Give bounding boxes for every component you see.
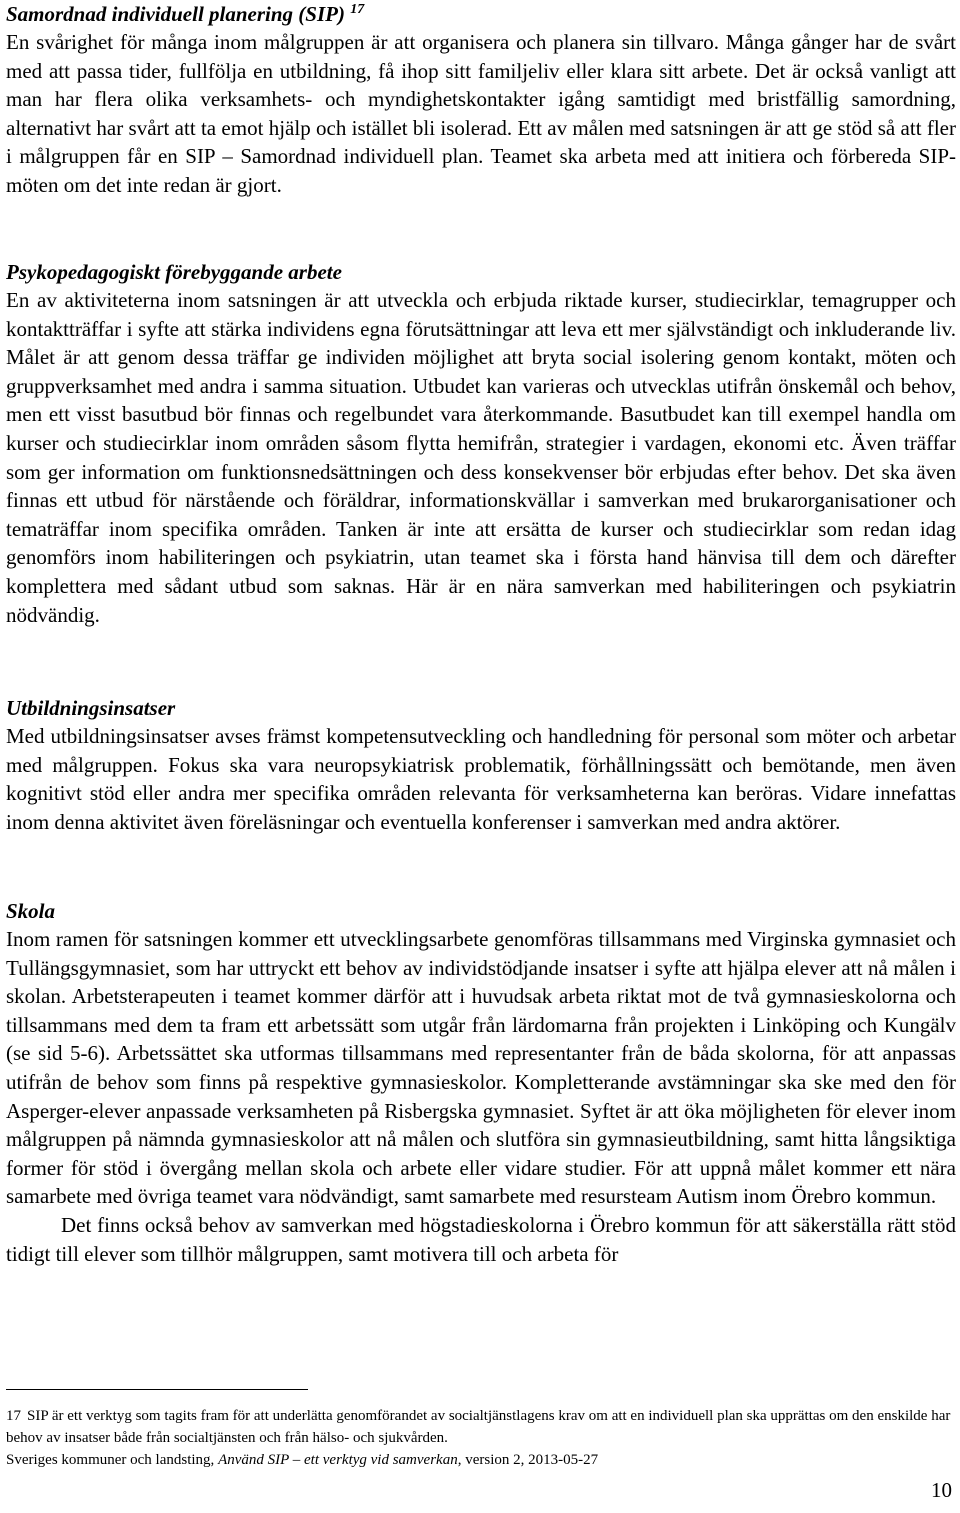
footnote-source: Sveriges kommuner och landsting, Använd SIP – ett verktyg vid samverkan, version 2, 2013-05-27 — [6, 1452, 599, 1468]
footnote-reference[interactable]: 17 — [350, 2, 365, 17]
paragraph: Med utbildningsinsatser avses främst kompetensutveckling och handledning för personal som möter och arbetar med målgruppen. Fokus ska vara neuropsykiatrisk problematik, förhållningssätt och bemötande, men även kognitivt stöd eller andra mer specifika områden relevanta för verksamheterna kan beröras. Vidare innefattas inom denna aktivitet även föreläsningar och eventuella konferenser i samverkan med andra aktörer. — [6, 724, 956, 834]
section-psykopedagogiskt — [6, 258, 956, 629]
section-heading: Utbildningsinsatser — [6, 696, 176, 720]
footnote-number: 17 — [6, 1408, 21, 1424]
page-number: 10 — [931, 1478, 952, 1502]
section-sip — [6, 0, 956, 200]
footnote-source-title: Använd SIP – ett verktyg vid samverkan — [218, 1452, 458, 1468]
footnote-text: SIP är ett verktyg som tagits fram för att underlätta genomförandet av socialtjänstlagens krav om att en individuell plan ska upprättas om den enskilde har behov av insatser både från socialtjänsten och från hälso- och sjukvården. — [6, 1408, 951, 1446]
section-heading: Psykopedagogiskt förebyggande arbete — [6, 260, 342, 284]
paragraph: Inom ramen för satsningen kommer ett utvecklingsarbete genomföras tillsammans med Virginska gymnasiet och Tullängsgymnasiet, som har uttryckt ett behov av individstödjande insatser i syfte att hjälpa elever att nå målen i skolan. Arbetsterapeuten i teamet kommer därför att i huvudsak arbeta riktat mot de två gymnasieskolorna och tillsammans med dem ta fram ett arbetssätt som utgår från lärdomarna från projekten i Linköping och Kungälv (se sid 5-6). Arbetssättet ska utformas tillsammans med representanter från de båda skolorna, för att anpassas utifrån de behov som finns på respektive gymnasieskolor. Kompletterande avstämningar ska ske med den för Asperger-elever anpassade verksamheten på Risbergska gymnasiet. Syftet är att öka möjligheten för elever inom målgruppen på nämnda gymnasieskolor att nå målen och slutföra sin gymnasieutbildning, samt hitta långsiktiga former för stöd i övergång mellan skola och arbete eller vidare studier. För att uppnå målet kommer ett nära samarbete med övriga teamet vara nödvändigt, samt samarbete med resursteam Autism inom Örebro kommun. — [6, 927, 956, 1209]
paragraph: Det finns också behov av samverkan med högstadieskolorna i Örebro kommun för att säkerställa rätt stöd tidigt till elever som tillhör målgruppen, samt motivera till och arbeta för — [6, 1212, 956, 1266]
section-skola — [6, 897, 956, 1268]
section-utbildningsinsatser — [6, 694, 956, 836]
section-heading: Samordnad individuell planering (SIP) $^{17}$ — [6, 2, 365, 26]
footnote-divider — [6, 1389, 308, 1390]
paragraph: En svårighet för många inom målgruppen är att organisera och planera sin tillvaro. Många gånger har de svårt med att passa tider, fullfölja en utbildning, få ihop sitt familjeliv eller klara sitt arbete. Det är också vanligt att man har flera olika verksamhets- och myndighetskontakter igång samtidigt med bristfällig samordning, alternativt har svårt att ta emot hjälp och istället bli isolerad. Ett av målen med satsningen är att ge stöd så att fler i målgruppen får en SIP – Samordnad individuell plan. Teamet ska arbeta med att initiera och förbereda SIP-möten om det inte redan är gjort. — [6, 30, 956, 197]
paragraph: En av aktiviteterna inom satsningen är att utveckla och erbjuda riktade kurser, studiecirklar, temagrupper och kontaktträffar i syfte att stärka individens egna förutsättningar att leva ett mer självständigt och inkluderande liv. Målet är att genom dessa träffar ge individen möjlighet att bryta social isolering genom kontakt, möten och gruppverksamhet med andra i samma situation. Utbudet kan varieras och utvecklas utifrån önskemål och behov, men ett visst basutbud bör finnas och regelbundet vara återkommande. Basutbudet kan till exempel handla om kurser och studiecirklar inom områden såsom flytta hemifrån, strategier i vardagen, ekonomi etc. Även träffar som ger information om funktionsnedsättningen och dess konsekvenser bör erbjudas efter behov. Det ska även finnas ett utbud för närstående och föräldrar, informationskvällar i samverkan med brukarorganisationer och tematräffar inom specifika områden. Tanken är inte att ersätta de kurser och studiecirklar som redan idag genomförs inom habiliteringen och psykiatrin, utan teamet ska i första hand hänvisa till dem och därefter komplettera med sådant utbud som saknas. Här är en nära samverkan med habiliteringen och psykiatrin nödvändig. — [6, 288, 956, 627]
footnote — [6, 1405, 956, 1471]
section-heading: Skola — [6, 899, 56, 923]
